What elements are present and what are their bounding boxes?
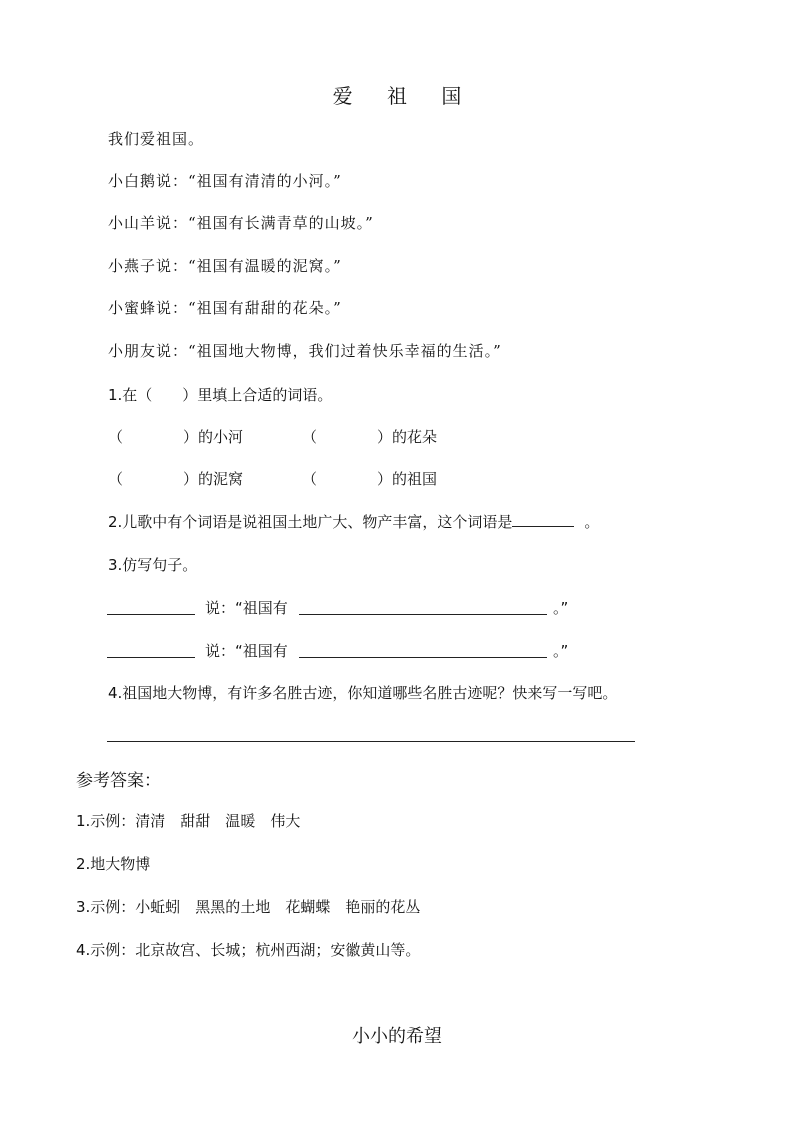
answer-3: 3.示例：小蚯蚓 黑黑的土地 花蝴蝶 艳丽的花丛 <box>76 898 421 916</box>
next-section-title: 小小的希望 <box>352 1026 442 1047</box>
poem-line: 小朋友说：“祖国地大物博，我们过着快乐幸福的生活。” <box>108 342 502 360</box>
question-3: 3.仿写句子。 <box>108 556 198 574</box>
poem-line: 小蜜蜂说：“祖国有甜甜的花朵。” <box>108 299 342 317</box>
question-2 <box>108 511 599 532</box>
answer-4: 4.示例：北京故宫、长城；杭州西湖；安徽黄山等。 <box>76 941 421 959</box>
answer-2: 2.地大物博 <box>76 855 151 873</box>
fill-blank-mud-nest[interactable]: （ ）的泥窝 <box>108 470 244 488</box>
poem-line: 小白鹅说：“祖国有清清的小河。” <box>108 172 342 190</box>
q3-object-blank-1[interactable] <box>299 614 547 615</box>
question-4: 4.祖国地大物博，有许多名胜古迹，你知道哪些名胜古迹呢？快来写一写吧。 <box>108 684 618 702</box>
poem-line: 我们爱祖国。 <box>108 130 205 148</box>
q3-subject-blank-2[interactable] <box>107 657 195 658</box>
fill-blank-flowers[interactable]: （ ）的花朵 <box>302 428 438 446</box>
fill-blank-small-river[interactable]: （ ）的小河 <box>108 428 244 446</box>
question-1: 1.在（ ）里填上合适的词语。 <box>108 386 333 404</box>
q3-prompt-2: 说：“祖国有 <box>205 642 288 660</box>
q3-object-blank-2[interactable] <box>299 657 547 658</box>
q3-prompt-1: 说：“祖国有 <box>205 599 288 617</box>
question-2-blank[interactable] <box>512 512 574 527</box>
poem-line: 小燕子说：“祖国有温暖的泥窝。” <box>108 257 342 275</box>
answers-title: 参考答案： <box>76 771 161 791</box>
q4-answer-line[interactable] <box>107 741 635 742</box>
q3-subject-blank-1[interactable] <box>107 614 195 615</box>
q3-end-1: 。” <box>553 599 569 617</box>
q3-end-2: 。” <box>553 642 569 660</box>
fill-blank-motherland[interactable]: （ ）的祖国 <box>302 470 438 488</box>
poem-line: 小山羊说：“祖国有长满青草的山坡。” <box>108 214 374 232</box>
question-2-text: 2.儿歌中有个词语是说祖国土地广大、物产丰富，这个词语是 <box>108 513 513 531</box>
answer-1: 1.示例：清清 甜甜 温暖 伟大 <box>76 812 301 830</box>
question-2-end: 。 <box>584 513 600 531</box>
page-title: 爱 祖 国 <box>332 84 476 108</box>
